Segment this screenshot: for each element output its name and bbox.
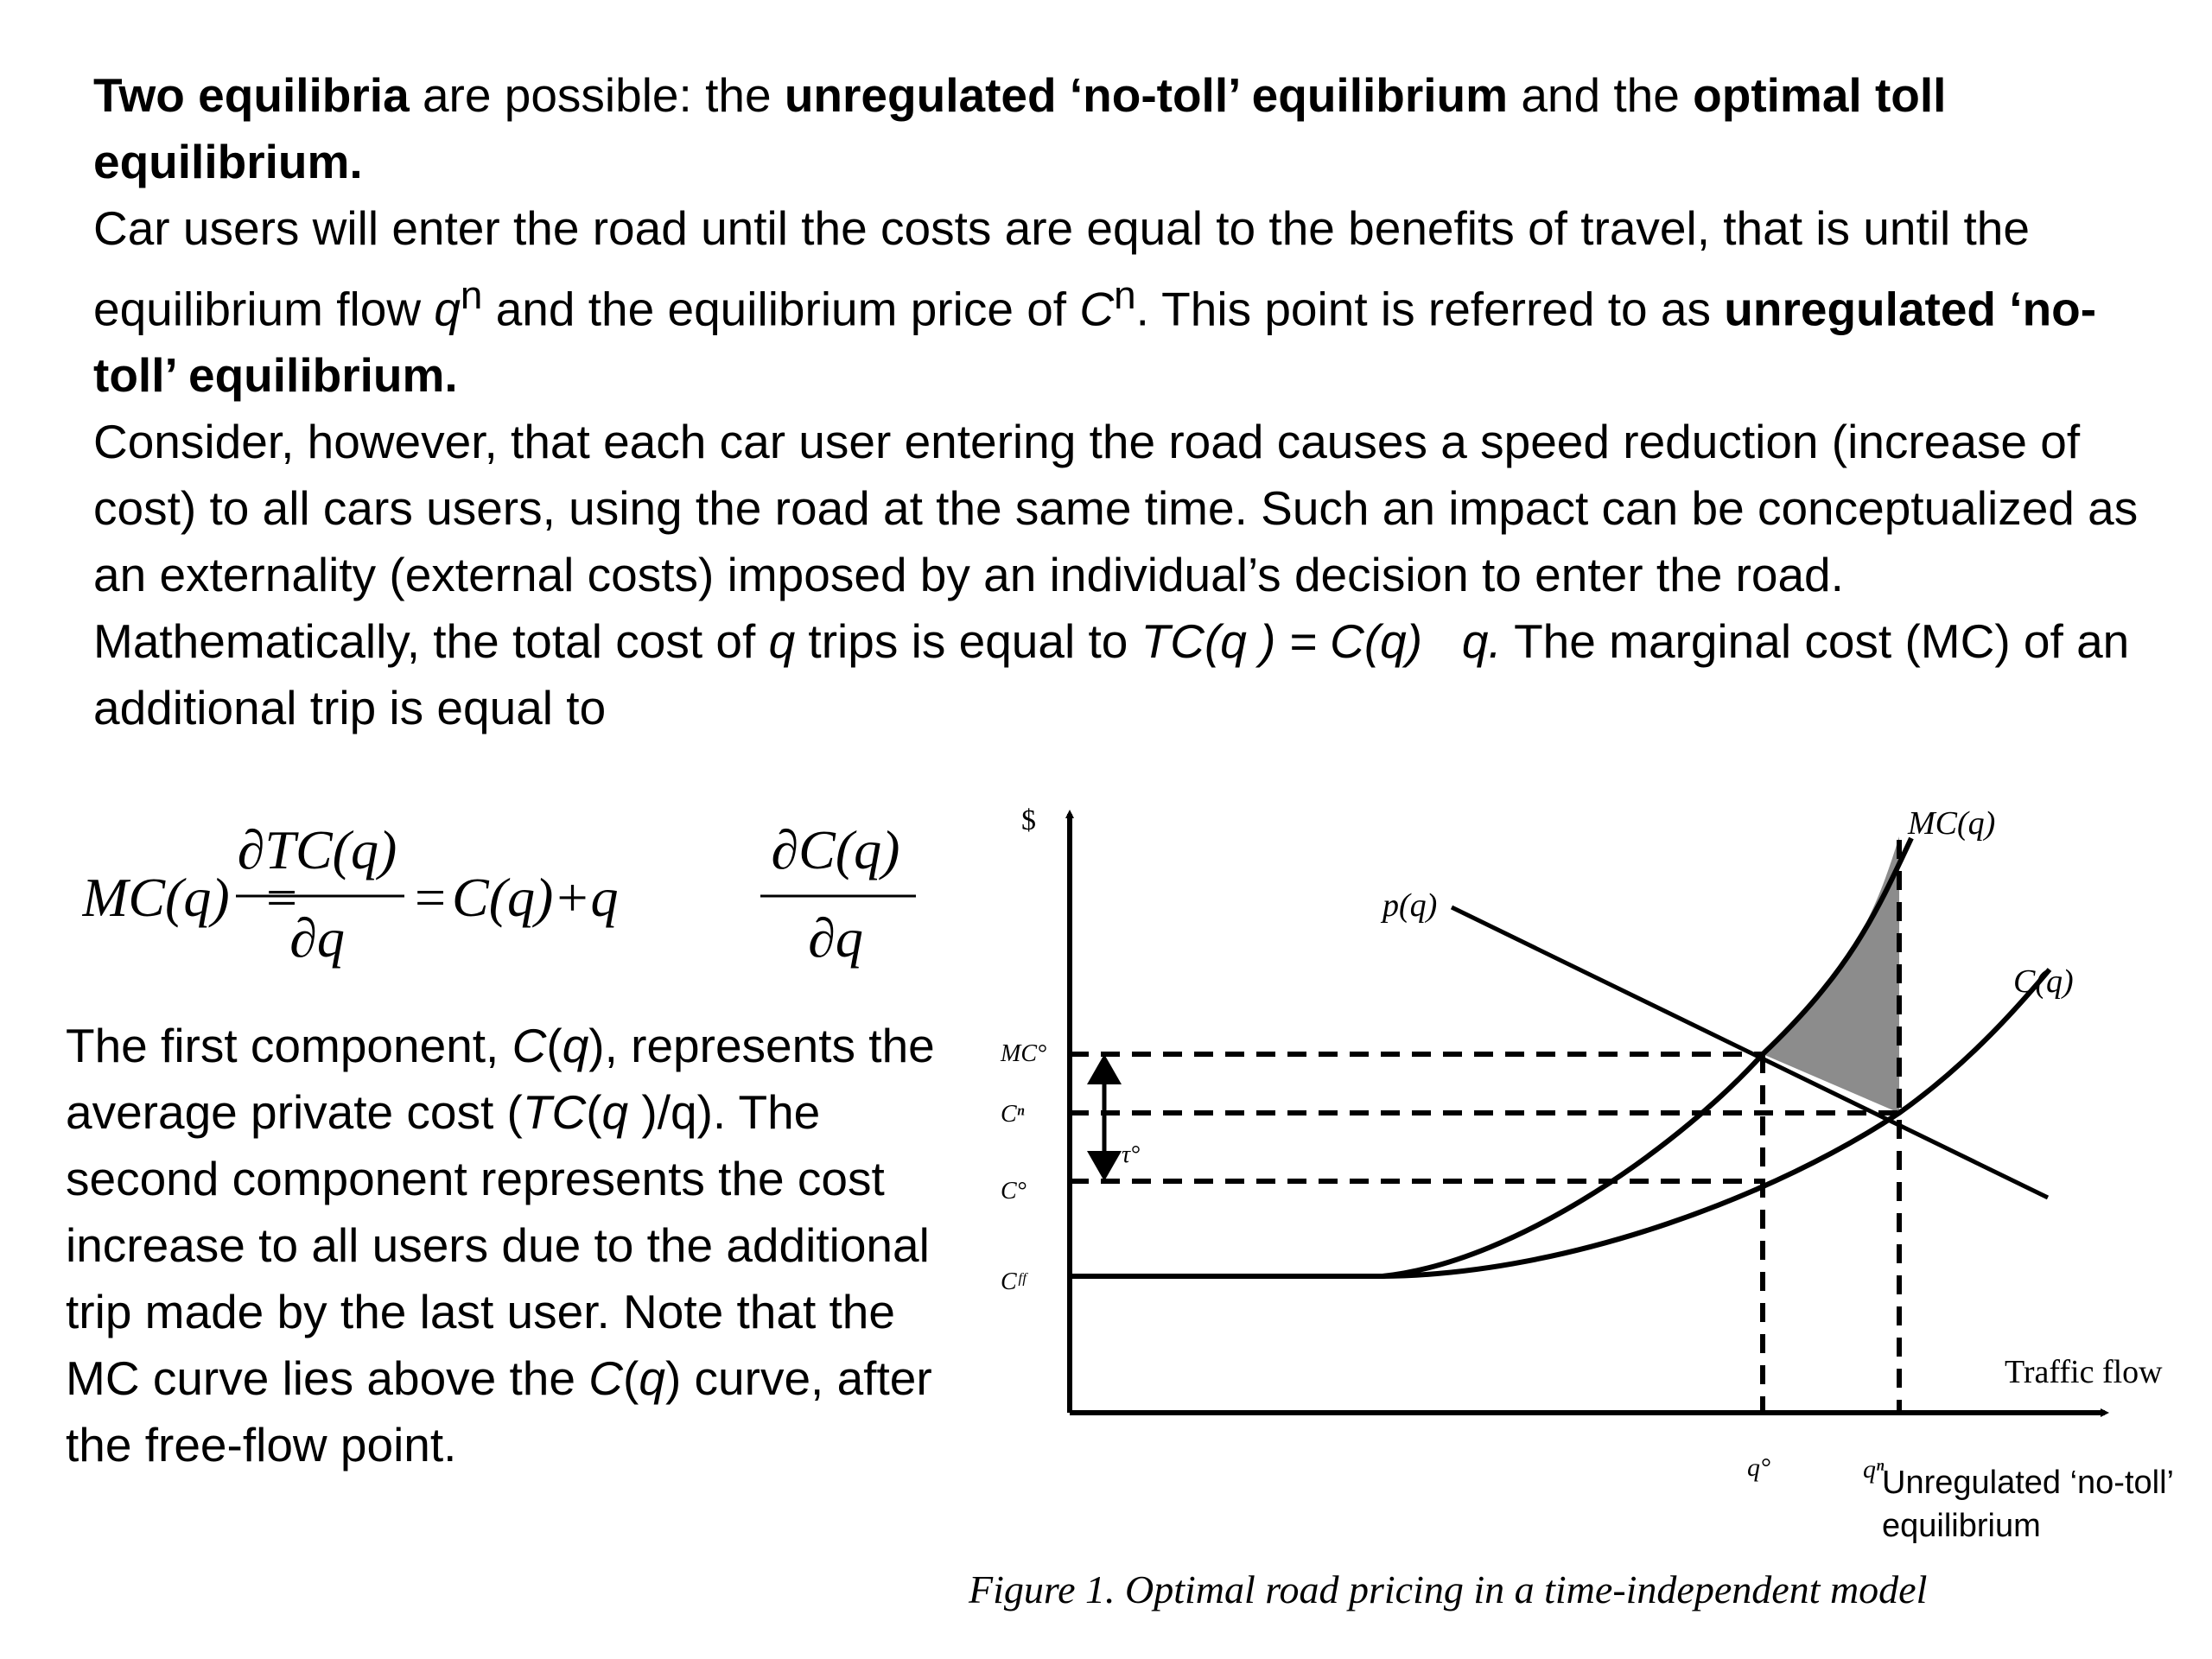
road-pricing-diagram [968,795,2212,1624]
text-run: are possible: the [409,68,785,122]
formula-middle: C(q)+q [452,867,619,928]
text-run: ( [586,1085,602,1139]
annotation-line-2: equilibrium [1882,1508,2041,1544]
formula-lhs: MC(q) [82,867,230,928]
text-run: The marginal cost (MC) of an additional trip is equal to [93,614,2130,735]
var-q: q [601,1085,629,1139]
var-q: q [639,1351,665,1405]
formula-numerator-2: ∂C(q) [771,819,900,880]
tick-label-co: C° [1001,1178,1027,1205]
text-run: and the [1508,68,1694,122]
label-p-curve: p(q) [1382,887,1438,924]
paragraph-components [66,1013,973,1478]
bold-phrase: optimal toll equilibrium. [93,68,1947,188]
text-run: The first component, [66,1019,512,1072]
bold-phrase: Two equilibria [93,68,410,122]
label-c-curve: C(q) [2013,963,2074,1000]
superscript-n: n [460,273,483,317]
paragraph-car-users [93,195,2167,409]
superscript-n: n [1114,273,1136,317]
var-c: C [1079,282,1115,336]
intro-text [93,62,2167,741]
paragraph-externality: Consider, however, that each car user entering the road causes a speed reduction (increase of cost) to all cars users, using the road at the same time. Such an impact can be conceptualized as an externality (external costs) imposed by an individual’s decision to enter the road. [93,415,2139,602]
toll-label: τ° [1122,1141,1141,1168]
var-tc: TC [522,1085,587,1139]
var-q: q. [1461,614,1502,669]
var-q: q [562,1019,589,1072]
toll-arrow-head-up [1087,1054,1122,1084]
paragraph-mathematically [93,608,2167,741]
formula-tc: TC(q ) = C(q) [1141,614,1423,669]
bold-phrase: unregulated ‘no-toll’ equilibrium. [93,282,2097,403]
formula-equals-1: = [266,867,298,928]
x-axis-label: Traffic flow [2005,1354,2163,1390]
text-run: trips is equal to [795,614,1141,669]
formula-numerator-1: ∂TC(q) [237,819,397,880]
text-run: )/q). The second component represents the cost increase to all users due to the additional trip made by the last user. Note that the MC curve lies above the [66,1085,930,1405]
var-c: C [512,1019,547,1072]
text-run [1422,614,1462,668]
text-run: . This point is referred to as [1135,282,1725,336]
y-axis-label: $ [1021,804,1036,836]
tick-label-cff: Cᶠᶠ [1001,1268,1026,1295]
formula-equals-2: = [415,867,447,928]
label-mc-curve: MC(q) [1908,805,1996,842]
text-run: and the equilibrium price of [482,282,1080,336]
shaded-deadweight-area [1763,836,1899,1113]
marginal-cost-formula [82,817,955,989]
x-tick-label-qn: qⁿ [1863,1455,1885,1484]
figure-caption: Figure 1. Optimal road pricing in a time-independent model [969,1567,1928,1611]
annotation-line-1: Unregulated ‘no-toll’ [1882,1465,2174,1501]
text-run: Mathematically, the total cost of [93,614,769,669]
average-cost-curve-c [1070,969,2050,1276]
var-q: q [768,614,796,669]
text-run: ), represents the average private cost ( [66,1019,935,1139]
text-run: ( [623,1351,639,1405]
paragraph-equilibria [93,62,2167,195]
toll-arrow-head-down [1087,1151,1122,1181]
x-tick-label-qo: q° [1747,1453,1770,1482]
explanation-text [66,1013,973,1478]
formula-denominator-1: ∂q [289,907,345,969]
text-run: Car users will enter the road until the costs are equal to the benefits of travel, that is until the equilibrium flow [93,201,2030,336]
var-q: q [434,282,461,336]
text-run: ) curve, after the free-flow point. [66,1351,932,1471]
formula-denominator-2: ∂q [808,907,863,969]
var-c: C [588,1351,624,1405]
text-run: ( [546,1019,563,1072]
tick-label-mco: MC° [1001,1040,1047,1067]
bold-phrase: unregulated ‘no-toll’ equilibrium [784,68,1509,122]
tick-label-cn: Cⁿ [1001,1101,1025,1128]
